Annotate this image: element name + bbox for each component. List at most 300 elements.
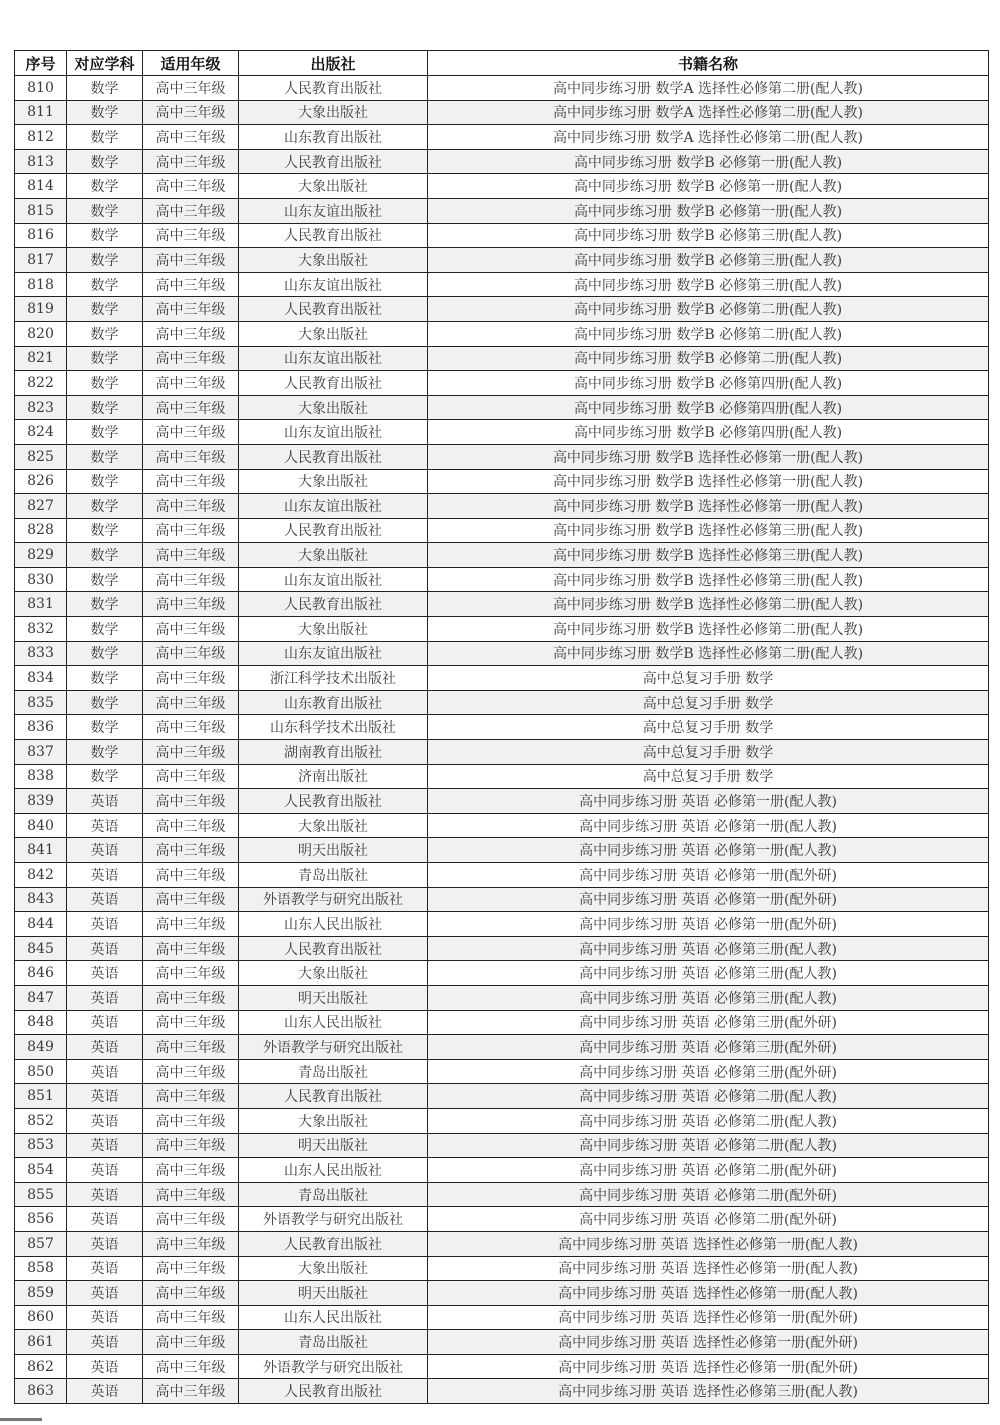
cell-book-title: 高中同步练习册 英语 必修第三册(配人教) [428,936,989,961]
cell-book-title: 高中总复习手册 数学 [428,764,989,789]
cell-book-title: 高中同步练习册 英语 选择性必修第一册(配人教) [428,1256,989,1281]
cell-serial-number: 817 [15,248,67,273]
cell-book-title: 高中同步练习册 数学B 必修第四册(配人教) [428,395,989,420]
cell-book-title: 高中同步练习册 数学B 必修第三册(配人教) [428,272,989,297]
cell-book-title: 高中同步练习册 数学B 必修第二册(配人教) [428,321,989,346]
cell-subject: 英语 [67,936,143,961]
table-row [15,715,989,740]
cell-book-title: 高中同步练习册 英语 选择性必修第三册(配人教) [428,1379,989,1404]
cell-book-title: 高中同步练习册 英语 必修第三册(配外研) [428,1035,989,1060]
table-row [15,567,989,592]
cell-book-title: 高中同步练习册 英语 必修第一册(配外研) [428,863,989,888]
cell-publisher: 山东人民出版社 [239,1010,428,1035]
cell-subject: 数学 [67,248,143,273]
table-row [15,518,989,543]
cell-publisher: 人民教育出版社 [239,444,428,469]
cell-grade: 高中三年级 [143,813,239,838]
cell-publisher: 人民教育出版社 [239,149,428,174]
cell-serial-number: 861 [15,1330,67,1355]
cell-grade: 高中三年级 [143,740,239,765]
cell-subject: 英语 [67,838,143,863]
cell-subject: 数学 [67,100,143,125]
cell-publisher: 山东友谊出版社 [239,198,428,223]
cell-serial-number: 830 [15,567,67,592]
cell-publisher: 济南出版社 [239,764,428,789]
table-row [15,740,989,765]
cell-book-title: 高中同步练习册 数学B 选择性必修第二册(配人教) [428,641,989,666]
cell-subject: 数学 [67,617,143,642]
cell-subject: 数学 [67,444,143,469]
table-row [15,1231,989,1256]
cell-book-title: 高中总复习手册 数学 [428,690,989,715]
cell-grade: 高中三年级 [143,789,239,814]
cell-subject: 英语 [67,1281,143,1306]
cell-subject: 数学 [67,198,143,223]
cell-book-title: 高中同步练习册 英语 必修第二册(配人教) [428,1084,989,1109]
cell-grade: 高中三年级 [143,666,239,691]
cell-book-title: 高中同步练习册 英语 必修第三册(配人教) [428,961,989,986]
cell-grade: 高中三年级 [143,641,239,666]
cell-grade: 高中三年级 [143,100,239,125]
cell-serial-number: 845 [15,936,67,961]
cell-publisher: 大象出版社 [239,248,428,273]
table-row [15,469,989,494]
cell-serial-number: 846 [15,961,67,986]
table-row [15,617,989,642]
cell-grade: 高中三年级 [143,297,239,322]
table-row [15,1059,989,1084]
cell-serial-number: 841 [15,838,67,863]
cell-book-title: 高中同步练习册 数学B 必修第三册(配人教) [428,223,989,248]
cell-grade: 高中三年级 [143,76,239,101]
cell-publisher: 人民教育出版社 [239,1084,428,1109]
table-row [15,1035,989,1060]
cell-serial-number: 856 [15,1207,67,1232]
table-row [15,1158,989,1183]
cell-serial-number: 840 [15,813,67,838]
cell-subject: 数学 [67,346,143,371]
cell-subject: 数学 [67,371,143,396]
cell-publisher: 明天出版社 [239,1281,428,1306]
cell-serial-number: 822 [15,371,67,396]
cell-grade: 高中三年级 [143,985,239,1010]
cell-book-title: 高中同步练习册 数学B 选择性必修第一册(配人教) [428,494,989,519]
cell-serial-number: 863 [15,1379,67,1404]
cell-serial-number: 816 [15,223,67,248]
cell-serial-number: 811 [15,100,67,125]
cell-grade: 高中三年级 [143,198,239,223]
table-row [15,149,989,174]
cell-book-title: 高中同步练习册 数学B 必修第二册(配人教) [428,297,989,322]
cell-serial-number: 826 [15,469,67,494]
cell-serial-number: 831 [15,592,67,617]
cell-subject: 英语 [67,1084,143,1109]
cell-grade: 高中三年级 [143,518,239,543]
cell-serial-number: 837 [15,740,67,765]
cell-grade: 高中三年级 [143,321,239,346]
table-row [15,985,989,1010]
cell-subject: 英语 [67,1231,143,1256]
table-row [15,1256,989,1281]
cell-grade: 高中三年级 [143,371,239,396]
cell-serial-number: 844 [15,912,67,937]
cell-publisher: 人民教育出版社 [239,223,428,248]
table-row [15,1354,989,1379]
table-row [15,297,989,322]
cell-subject: 数学 [67,641,143,666]
cell-subject: 数学 [67,149,143,174]
cell-serial-number: 843 [15,887,67,912]
cell-book-title: 高中同步练习册 英语 必修第一册(配人教) [428,789,989,814]
cell-grade: 高中三年级 [143,149,239,174]
cell-serial-number: 829 [15,543,67,568]
cell-book-title: 高中同步练习册 数学B 必修第四册(配人教) [428,371,989,396]
cell-publisher: 大象出版社 [239,543,428,568]
table-row [15,961,989,986]
cell-serial-number: 819 [15,297,67,322]
cell-subject: 数学 [67,223,143,248]
cell-grade: 高中三年级 [143,1305,239,1330]
table-row [15,887,989,912]
cell-subject: 英语 [67,1158,143,1183]
table-row [15,371,989,396]
table-row [15,1010,989,1035]
cell-subject: 英语 [67,1256,143,1281]
cell-book-title: 高中同步练习册 英语 必修第二册(配外研) [428,1182,989,1207]
cell-serial-number: 853 [15,1133,67,1158]
cell-publisher: 大象出版社 [239,813,428,838]
cell-publisher: 山东教育出版社 [239,125,428,150]
cell-subject: 数学 [67,494,143,519]
cell-book-title: 高中同步练习册 数学B 选择性必修第二册(配人教) [428,617,989,642]
cell-book-title: 高中同步练习册 数学B 选择性必修第三册(配人教) [428,518,989,543]
cell-book-title: 高中同步练习册 数学B 选择性必修第一册(配人教) [428,469,989,494]
cell-book-title: 高中同步练习册 英语 必修第二册(配外研) [428,1158,989,1183]
cell-serial-number: 838 [15,764,67,789]
cell-serial-number: 823 [15,395,67,420]
table-row [15,1207,989,1232]
cell-grade: 高中三年级 [143,1010,239,1035]
cell-book-title: 高中同步练习册 数学A 选择性必修第二册(配人教) [428,76,989,101]
table-row [15,1084,989,1109]
table-row [15,223,989,248]
table-row [15,936,989,961]
cell-grade: 高中三年级 [143,272,239,297]
cell-subject: 数学 [67,76,143,101]
cell-grade: 高中三年级 [143,248,239,273]
cell-serial-number: 836 [15,715,67,740]
cell-grade: 高中三年级 [143,567,239,592]
table-row [15,666,989,691]
cell-grade: 高中三年级 [143,420,239,445]
cell-subject: 英语 [67,1379,143,1404]
cell-grade: 高中三年级 [143,1059,239,1084]
cell-serial-number: 858 [15,1256,67,1281]
cell-serial-number: 820 [15,321,67,346]
header-publisher: 出版社 [239,51,428,76]
cell-book-title: 高中同步练习册 数学B 必修第一册(配人教) [428,174,989,199]
cell-serial-number: 815 [15,198,67,223]
cell-serial-number: 813 [15,149,67,174]
cell-book-title: 高中同步练习册 数学A 选择性必修第二册(配人教) [428,125,989,150]
book-list-table [14,50,989,1404]
table-row [15,912,989,937]
table-row [15,1330,989,1355]
cell-grade: 高中三年级 [143,174,239,199]
cell-serial-number: 849 [15,1035,67,1060]
cell-subject: 英语 [67,813,143,838]
cell-subject: 英语 [67,985,143,1010]
cell-publisher: 山东友谊出版社 [239,567,428,592]
cell-serial-number: 842 [15,863,67,888]
table-row [15,1281,989,1306]
cell-book-title: 高中同步练习册 英语 必修第三册(配人教) [428,985,989,1010]
cell-publisher: 外语教学与研究出版社 [239,1207,428,1232]
cell-publisher: 人民教育出版社 [239,371,428,396]
cell-serial-number: 812 [15,125,67,150]
cell-publisher: 山东友谊出版社 [239,494,428,519]
cell-serial-number: 834 [15,666,67,691]
cell-serial-number: 855 [15,1182,67,1207]
cell-grade: 高中三年级 [143,936,239,961]
cell-subject: 数学 [67,174,143,199]
cell-subject: 数学 [67,543,143,568]
cell-grade: 高中三年级 [143,617,239,642]
cell-subject: 数学 [67,666,143,691]
cell-book-title: 高中总复习手册 数学 [428,715,989,740]
table-row [15,838,989,863]
cell-grade: 高中三年级 [143,1158,239,1183]
cell-subject: 数学 [67,469,143,494]
table-row [15,321,989,346]
cell-subject: 英语 [67,1010,143,1035]
cell-publisher: 山东科学技术出版社 [239,715,428,740]
cell-grade: 高中三年级 [143,1108,239,1133]
table-row [15,395,989,420]
cell-subject: 英语 [67,863,143,888]
cell-subject: 英语 [67,912,143,937]
cell-book-title: 高中同步练习册 英语 必修第三册(配外研) [428,1059,989,1084]
cell-book-title: 高中同步练习册 英语 必修第一册(配外研) [428,912,989,937]
header-book-title: 书籍名称 [428,51,989,76]
cell-serial-number: 825 [15,444,67,469]
cell-grade: 高中三年级 [143,690,239,715]
cell-publisher: 明天出版社 [239,1133,428,1158]
cell-grade: 高中三年级 [143,838,239,863]
cell-grade: 高中三年级 [143,469,239,494]
cell-subject: 数学 [67,567,143,592]
cell-subject: 英语 [67,1108,143,1133]
cell-publisher: 人民教育出版社 [239,76,428,101]
cell-publisher: 山东友谊出版社 [239,420,428,445]
cell-serial-number: 810 [15,76,67,101]
cell-publisher: 山东人民出版社 [239,1305,428,1330]
table-row [15,863,989,888]
table-row [15,494,989,519]
cell-book-title: 高中同步练习册 数学B 选择性必修第二册(配人教) [428,592,989,617]
cell-subject: 数学 [67,125,143,150]
cell-subject: 数学 [67,321,143,346]
cell-book-title: 高中同步练习册 英语 必修第一册(配人教) [428,813,989,838]
cell-publisher: 青岛出版社 [239,1330,428,1355]
cell-book-title: 高中同步练习册 英语 选择性必修第一册(配外研) [428,1330,989,1355]
cell-serial-number: 860 [15,1305,67,1330]
cell-subject: 英语 [67,961,143,986]
header-grade: 适用年级 [143,51,239,76]
cell-publisher: 人民教育出版社 [239,518,428,543]
cell-grade: 高中三年级 [143,494,239,519]
cell-grade: 高中三年级 [143,1379,239,1404]
cell-serial-number: 828 [15,518,67,543]
cell-subject: 数学 [67,690,143,715]
cell-serial-number: 814 [15,174,67,199]
cell-serial-number: 851 [15,1084,67,1109]
cell-publisher: 大象出版社 [239,617,428,642]
cell-serial-number: 854 [15,1158,67,1183]
cell-publisher: 人民教育出版社 [239,592,428,617]
cell-grade: 高中三年级 [143,592,239,617]
cell-serial-number: 821 [15,346,67,371]
cell-publisher: 山东教育出版社 [239,690,428,715]
cell-book-title: 高中同步练习册 英语 必修第二册(配人教) [428,1133,989,1158]
table-row [15,813,989,838]
cell-book-title: 高中同步练习册 数学B 选择性必修第三册(配人教) [428,543,989,568]
cell-subject: 数学 [67,297,143,322]
cell-publisher: 大象出版社 [239,1256,428,1281]
cell-book-title: 高中同步练习册 英语 选择性必修第一册(配外研) [428,1305,989,1330]
cell-subject: 英语 [67,887,143,912]
cell-book-title: 高中同步练习册 数学B 必修第四册(配人教) [428,420,989,445]
cell-grade: 高中三年级 [143,1354,239,1379]
table-row [15,248,989,273]
cell-book-title: 高中同步练习册 英语 选择性必修第一册(配外研) [428,1354,989,1379]
cell-subject: 英语 [67,1305,143,1330]
cell-book-title: 高中同步练习册 英语 选择性必修第一册(配人教) [428,1231,989,1256]
cell-grade: 高中三年级 [143,961,239,986]
table-row [15,1108,989,1133]
cell-subject: 数学 [67,764,143,789]
cell-book-title: 高中同步练习册 英语 选择性必修第一册(配人教) [428,1281,989,1306]
header-subject: 对应学科 [67,51,143,76]
table-row [15,690,989,715]
cell-grade: 高中三年级 [143,912,239,937]
cell-serial-number: 824 [15,420,67,445]
cell-grade: 高中三年级 [143,887,239,912]
cell-subject: 数学 [67,592,143,617]
cell-grade: 高中三年级 [143,715,239,740]
table-row [15,100,989,125]
cell-grade: 高中三年级 [143,1207,239,1232]
cell-subject: 英语 [67,1330,143,1355]
cell-publisher: 山东友谊出版社 [239,641,428,666]
cell-publisher: 浙江科学技术出版社 [239,666,428,691]
cell-book-title: 高中同步练习册 数学B 选择性必修第一册(配人教) [428,444,989,469]
cell-grade: 高中三年级 [143,863,239,888]
cell-publisher: 大象出版社 [239,321,428,346]
cell-subject: 数学 [67,272,143,297]
table-row [15,420,989,445]
cell-book-title: 高中同步练习册 英语 必修第二册(配人教) [428,1108,989,1133]
cell-book-title: 高中同步练习册 数学B 必修第一册(配人教) [428,198,989,223]
cell-subject: 英语 [67,1059,143,1084]
table-row [15,764,989,789]
header-serial-number: 序号 [15,51,67,76]
table-row [15,198,989,223]
cell-publisher: 人民教育出版社 [239,789,428,814]
cell-book-title: 高中总复习手册 数学 [428,740,989,765]
cell-publisher: 人民教育出版社 [239,1379,428,1404]
cell-publisher: 明天出版社 [239,838,428,863]
cell-grade: 高中三年级 [143,1133,239,1158]
page-edge-mark [0,1418,42,1421]
table-row [15,1379,989,1404]
table-row [15,789,989,814]
cell-subject: 数学 [67,740,143,765]
table-header-row [15,51,989,76]
cell-book-title: 高中同步练习册 英语 必修第三册(配外研) [428,1010,989,1035]
cell-subject: 英语 [67,789,143,814]
cell-book-title: 高中同步练习册 英语 必修第一册(配外研) [428,887,989,912]
cell-book-title: 高中同步练习册 英语 必修第二册(配外研) [428,1207,989,1232]
cell-book-title: 高中同步练习册 数学B 必修第一册(配人教) [428,149,989,174]
cell-subject: 数学 [67,395,143,420]
table-row [15,346,989,371]
cell-grade: 高中三年级 [143,1182,239,1207]
cell-subject: 数学 [67,715,143,740]
cell-serial-number: 832 [15,617,67,642]
cell-serial-number: 847 [15,985,67,1010]
cell-grade: 高中三年级 [143,1256,239,1281]
table-row [15,125,989,150]
cell-publisher: 山东人民出版社 [239,1158,428,1183]
cell-publisher: 青岛出版社 [239,863,428,888]
cell-grade: 高中三年级 [143,543,239,568]
table-body [15,76,989,1404]
cell-grade: 高中三年级 [143,223,239,248]
cell-publisher: 青岛出版社 [239,1059,428,1084]
cell-grade: 高中三年级 [143,395,239,420]
cell-subject: 数学 [67,420,143,445]
cell-publisher: 外语教学与研究出版社 [239,1354,428,1379]
cell-publisher: 大象出版社 [239,100,428,125]
cell-serial-number: 835 [15,690,67,715]
table-row [15,444,989,469]
table-row [15,272,989,297]
cell-subject: 数学 [67,518,143,543]
cell-book-title: 高中同步练习册 数学B 选择性必修第三册(配人教) [428,567,989,592]
cell-publisher: 明天出版社 [239,985,428,1010]
cell-serial-number: 848 [15,1010,67,1035]
cell-grade: 高中三年级 [143,1281,239,1306]
cell-grade: 高中三年级 [143,1330,239,1355]
cell-book-title: 高中总复习手册 数学 [428,666,989,691]
cell-serial-number: 827 [15,494,67,519]
cell-serial-number: 852 [15,1108,67,1133]
cell-publisher: 湖南教育出版社 [239,740,428,765]
cell-grade: 高中三年级 [143,764,239,789]
cell-publisher: 人民教育出版社 [239,1231,428,1256]
cell-publisher: 山东友谊出版社 [239,272,428,297]
cell-publisher: 大象出版社 [239,174,428,199]
cell-publisher: 大象出版社 [239,395,428,420]
cell-grade: 高中三年级 [143,346,239,371]
cell-subject: 英语 [67,1207,143,1232]
cell-book-title: 高中同步练习册 数学B 必修第二册(配人教) [428,346,989,371]
cell-publisher: 外语教学与研究出版社 [239,887,428,912]
cell-grade: 高中三年级 [143,1231,239,1256]
cell-publisher: 外语教学与研究出版社 [239,1035,428,1060]
cell-serial-number: 850 [15,1059,67,1084]
